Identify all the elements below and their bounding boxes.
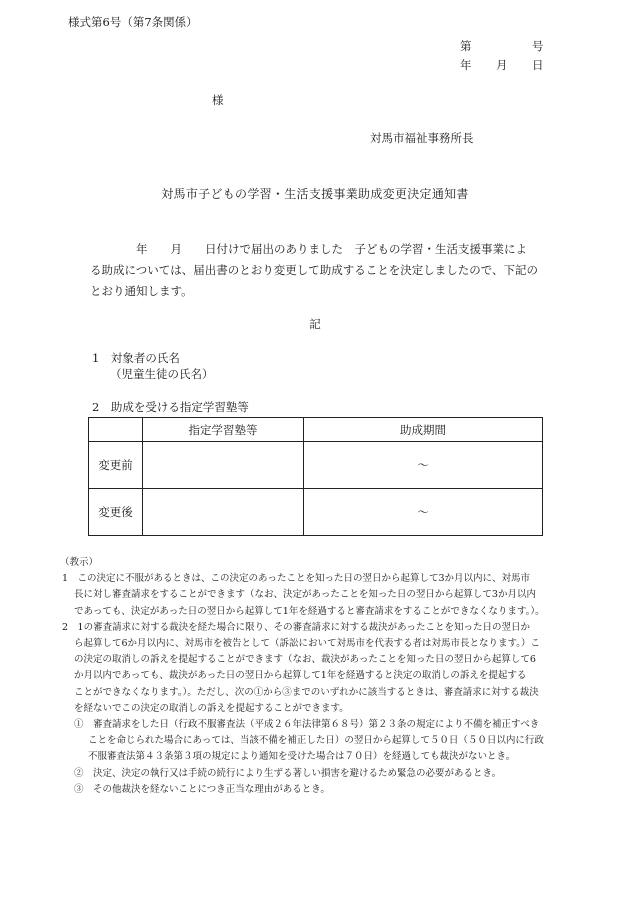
- notice-line: ことを命じられた場合にあっては、当該不備を補正した日）の翌日から起算して５０日（５０日以内に行政: [88, 735, 544, 747]
- notice-line: 長に対し審査請求をすることができます（なお、決定があったことを知った日の翌日から起算して3か月以内: [74, 589, 536, 601]
- issue-date-day: 日: [532, 58, 544, 72]
- notice-line: であっても、決定があった日の翌日から起算して1年を経過すると審査請求をすることができなくなります。）。: [74, 605, 545, 617]
- row-label: 変更前: [89, 442, 143, 489]
- issue-number-prefix: 第: [460, 39, 472, 53]
- notice-line: 2 1の審査請求に対する裁決を経た場合に限り、その審査請求に対する裁決があったことを知った日の翌日か: [62, 621, 530, 633]
- body-text: [90, 239, 550, 302]
- issue-date-year: 年: [460, 58, 472, 72]
- notice-section: [62, 555, 582, 798]
- issue-number-suffix: 号: [532, 39, 544, 53]
- addressee: 様: [212, 93, 224, 107]
- item1-sub: （児童生徒の氏名）: [110, 367, 214, 381]
- table-header: [89, 418, 143, 442]
- row-label: 変更後: [89, 489, 143, 536]
- table-row: [89, 442, 543, 489]
- document-title: 対馬市子どもの学習・生活支援事業助成変更決定通知書: [161, 187, 469, 201]
- notice-line: 不服審査法第４３条第３項の規定により通知を受けた場合は７０日）を経過しても裁決がないとき。: [88, 751, 516, 763]
- school-cell: [143, 489, 304, 536]
- table-header: 助成期間: [304, 418, 543, 442]
- notice-line: を経ないでこの決定の取消しの訴えを提起することができます。: [74, 702, 349, 714]
- body-line: 年 月 日付けで届出のありました 子どもの学習・生活支援事業によ: [90, 242, 527, 256]
- table-row: [89, 489, 543, 536]
- table-header-row: [89, 418, 543, 442]
- notice-heading: （教示）: [60, 557, 99, 568]
- table-header: 指定学習塾等: [143, 418, 304, 442]
- notice-line: ① 審査請求をした日（行政不服審査法（平成２６年法律第６８号）第２３条の規定により不備を補正すべき: [74, 719, 540, 731]
- notice-lines: [62, 571, 582, 798]
- issue-date-month: 月: [496, 58, 508, 72]
- item1-label: 1 対象者の氏名: [92, 351, 180, 365]
- notice-line: ② 決定、決定の執行又は手続の続行により生ずる著しい損害を避けるため緊急の必要があるとき。: [74, 767, 502, 779]
- body-line: る助成については、届出書のとおり変更して助成することを決定しましたので、下記の: [90, 263, 539, 277]
- notice-line: ら起算して6か月以内に、対馬市を被告として（訴訟において対馬市を代表する者は対馬市長となります。）こ: [74, 638, 541, 650]
- item2-label: 2 助成を受ける指定学習塾等: [92, 400, 249, 414]
- form-number: 様式第6号（第7条関係）: [68, 15, 198, 29]
- notice-line: 1 この決定に不服があるときは、この決定のあったことを知った日の翌日から起算して3か月以内に、対馬市: [62, 573, 530, 585]
- school-table: [88, 417, 543, 536]
- body-line: とおり通知します。: [90, 284, 193, 298]
- period-cell: ～: [304, 489, 543, 536]
- ki-heading: 記: [309, 317, 321, 331]
- notice-line: ③ その他裁決を経ないことにつき正当な理由があるとき。: [74, 783, 330, 795]
- notice-line: ことができなくなります。）。ただし、次の①から③までのいずれかに該当するときは、審査請求に対する裁決: [74, 686, 539, 698]
- notice-line: か月以内であっても、裁決があった日の翌日から起算して1年を経過すると決定の取消しの訴えを提起する: [74, 670, 527, 682]
- notice-line: の決定の取消しの訴えを提起することができます（なお、裁決があったことを知った日の翌日から起算して6: [74, 654, 536, 666]
- sender: 対馬市福祉事務所長: [370, 131, 474, 145]
- period-cell: ～: [304, 442, 543, 489]
- school-cell: [143, 442, 304, 489]
